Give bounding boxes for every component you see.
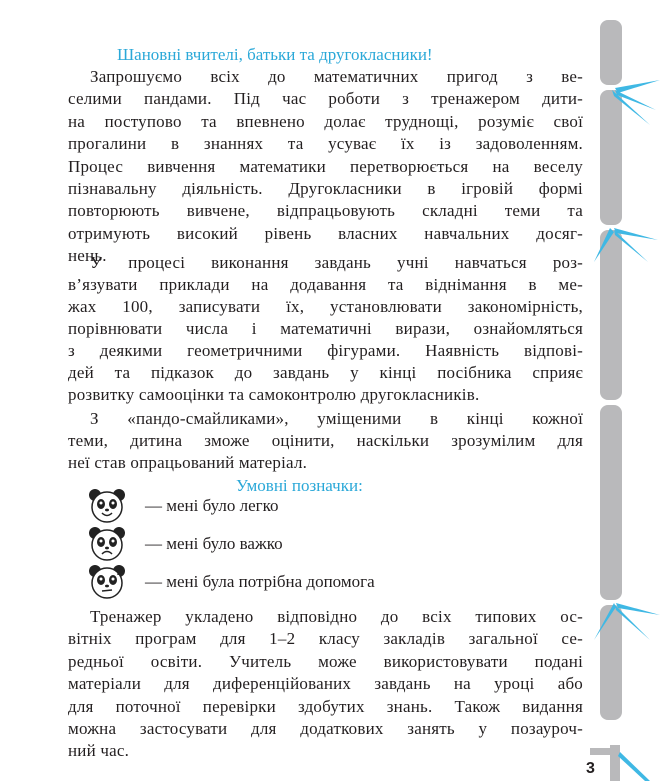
panda-sad-icon — [88, 526, 126, 562]
paragraph-line: на поступово та впевнено долає труднощі, розуміє свої — [68, 111, 583, 131]
panda-confused-icon — [88, 564, 126, 600]
panda-happy-icon — [88, 488, 126, 524]
paragraph-line: розвитку самооцінки та самоконтролю другокласників. — [68, 385, 480, 404]
legend-text: — мені було легко — [145, 496, 279, 515]
paragraph-line: У процесі виконання завдань учні навчаться роз- — [90, 253, 583, 272]
legend-title: Умовні позначки: — [236, 476, 363, 495]
paragraph-line: Процес вивчення математики перетворюється на веселу — [68, 156, 583, 176]
paragraph-line: для поточної перевірки здобутих знань. Також видання — [68, 696, 583, 716]
paragraph-line: в’язувати приклади на додавання та віднімання в ме- — [68, 275, 583, 294]
legend-text: — мені була потрібна допомога — [145, 572, 375, 591]
paragraph-line: прогалини в знаннях та усуває їх із задоволенням. — [68, 134, 583, 154]
paragraph-line: Запрошуємо всіх до математичних пригод з ве- — [90, 67, 583, 86]
paragraph-line: редньої освіти. Учитель може використовувати подані — [68, 651, 583, 671]
paragraph-line: теми, дитина зможе оцінити, наскільки зрозумілим для — [68, 431, 583, 450]
paragraph-line: нень. — [68, 246, 107, 266]
bamboo-decoration — [590, 0, 662, 781]
paragraph-line: селими пандами. Під час роботи з тренажером дити- — [68, 89, 583, 109]
paragraph-line: порівнювати числа і математичні вирази, ознайомляться — [68, 319, 583, 338]
legend-text: — мені було важко — [145, 534, 283, 553]
paragraph-line: з деякими геометричними фігурами. Наявність відпові- — [68, 341, 583, 360]
page-number: 3 — [586, 760, 595, 777]
paragraph-line: матеріали для диференційованих завдань на уроці або — [68, 674, 583, 694]
paragraph-line: ний час. — [68, 741, 130, 761]
paragraph-line: отримують високий рівень власних навчальних досяг- — [68, 223, 583, 243]
paragraph-line: Тренажер укладено відповідно до всіх типових ос- — [90, 607, 583, 626]
page-title: Шановні вчителі, батьки та другокласники! — [117, 45, 433, 64]
paragraph-line: З «пандо-смайликами», уміщеними в кінці кожної — [90, 409, 583, 428]
paragraph-line: жах 100, записувати їх, установлювати закономірність, — [68, 297, 583, 316]
paragraph-line: повторюють вивчене, відпрацьовують складні теми та — [68, 201, 583, 221]
paragraph-line: пізнавальну діяльність. Другокласники в ігровій формі — [68, 179, 583, 198]
paragraph-line: неї став опрацьований матеріал. — [68, 453, 308, 472]
paragraph-line: вітніх програм для 1–2 класу закладів загальної се- — [68, 629, 583, 649]
paragraph-line: можна застосувати для додаткових занять у позауроч- — [68, 719, 583, 738]
paragraph-line: дей та підказок до завдань у кінці посібника сприяє — [68, 363, 583, 382]
